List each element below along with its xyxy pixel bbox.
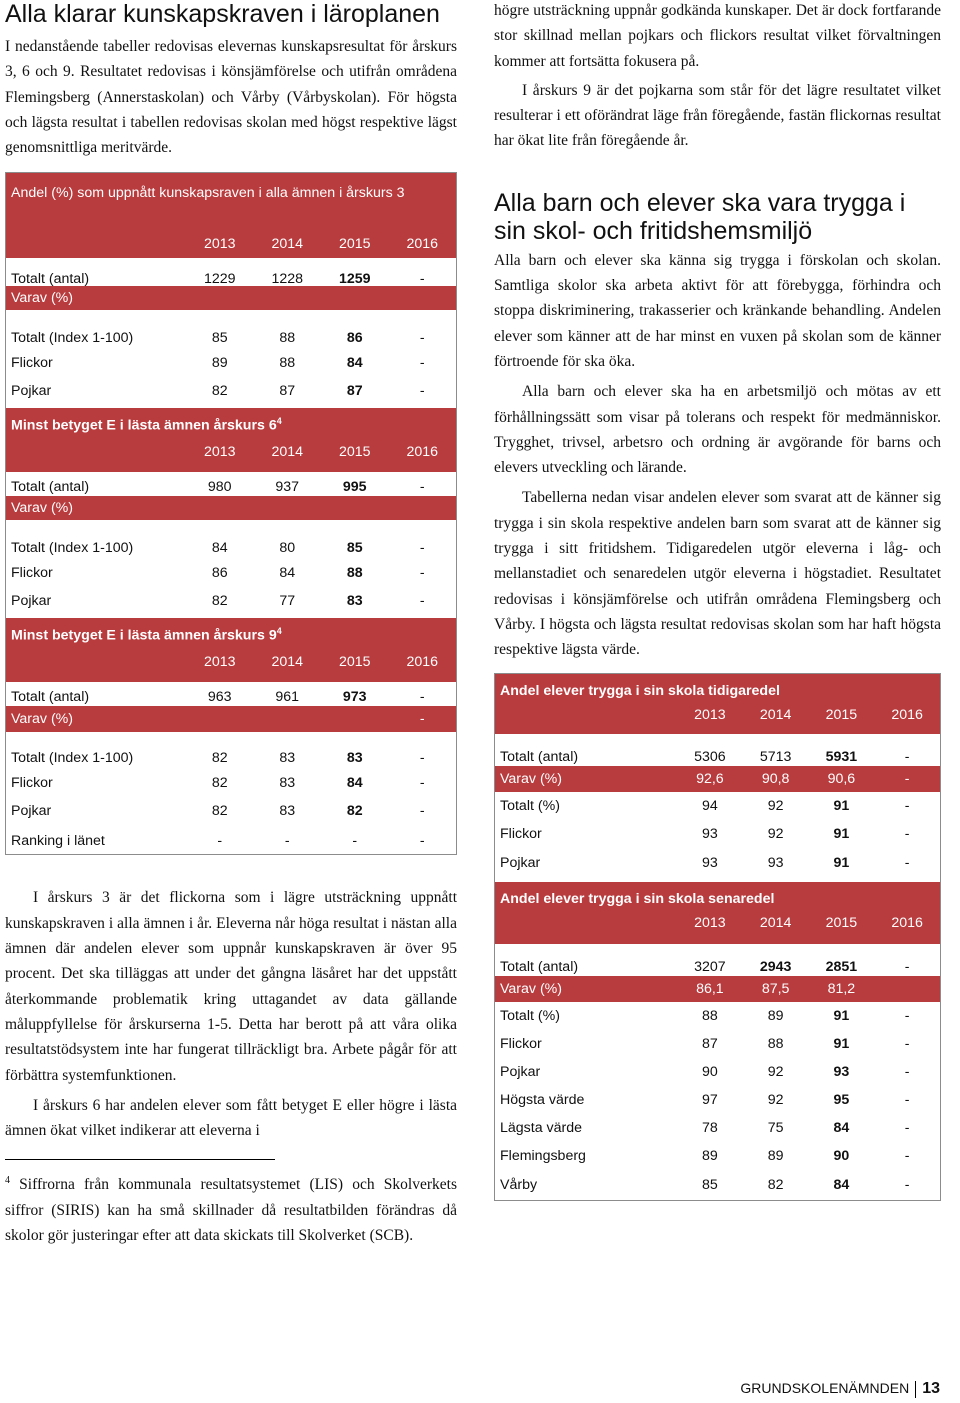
year-2015: 2015: [338, 235, 371, 252]
table-row: Flickor 89 88 84 -: [11, 355, 425, 372]
year-2013: 2013: [203, 235, 236, 252]
table-title: Andel elever trygga i sin skola tidigaredel: [500, 682, 780, 699]
table-row: Totalt (antal) 5306 5713 5931 -: [500, 748, 910, 765]
safety-table-senaredel-header: [495, 882, 940, 944]
body-paragraph: I årskurs 6 har andelen elever som fått betyget E eller högre i lästa ämnen ökat vilket indikerar att eleverna i: [5, 1096, 457, 1140]
year-header: [6, 235, 456, 252]
varav-row: Varav (%): [6, 286, 456, 310]
table-title: Andel (%) som uppnått kunskapsraven i alla ämnen i årskurs 3: [11, 185, 405, 202]
page-number: 13: [922, 1380, 940, 1397]
table-row: Totalt (Index 1-100) 82 83 83 -: [11, 750, 425, 767]
section-header: Minst betyget E i lästa ämnen årskurs $9^4$: [6, 618, 456, 682]
table-row: Totalt (antal) 1229 1228 1259 -: [11, 271, 425, 288]
section-title: Minst betyget E i lästa ämnen årskurs 9: [11, 628, 277, 645]
table-row: Pojkar 82 83 82 -: [11, 803, 425, 820]
section-heading: Alla barn och elever ska vara trygga i sin skol- och fritidshemsmiljö: [494, 188, 906, 245]
table-row: Totalt (%) 88 89 91 -: [500, 1007, 910, 1024]
varav-row: Varav (%) 86,1 87,5 81,2: [495, 976, 940, 1002]
table-row: Pojkar 93 93 91 -: [500, 854, 910, 871]
body-paragraph: Tabellerna nedan visar andelen elever som svarat att de känner sig trygga i sin skola respektive andelen barn som svarat att de känner sig trygga i sitt fritidshem. Tidigaredelen utgör eleverna i låg- och mellanstadiet och senaredelen utgör eleverna i högstadiet. Resultatet redovisas i könsjämförelse och utifrån områdena Flemingsberg och Vårby. I högsta och lägsta resultat redovisas skolan som har haft högsta respektive lägsta värde.: [494, 489, 941, 659]
table-row: Totalt (antal) 980 937 995 -: [11, 479, 425, 496]
table-row: Totalt (%) 94 92 91 -: [500, 797, 910, 814]
section-header: Minst betyget E i lästa ämnen årskurs $6^4$: [6, 408, 456, 472]
body-paragraph: I årskurs 3 är det flickorna som i lägre utsträckning uppnått kunskapskraven i alla ämnen i år. Eleverna når höga resultat i nästan alla ämnen där andelen elever som uppnår kunskapskraven är över 95 procent. Det ska tilläggas att under det gångna läsåret har det uppstått återkommande problematik kring uttagandet av data gällande måluppfyllelse för årskurserna 1-5. Detta har berott på att våra olika resultatstödsystem inte har fungerat tillräckligt bra. Arbete pågår för att förbättra systemfunktionen.: [5, 889, 457, 1084]
intro-paragraph: I nedanstående tabeller redovisas elevernas kunskapsresultat för årskurs 3, 6 och 9. Resultatet redovisas i könsjämförelse och utifrån områdena Flemingsberg (Annerstaskolan) och Vårby (Vårbyskolan). För högsta och lägsta resultat i tabellen redovisas skolan med högst respektive lägst genomsnittliga meritvärde.: [5, 38, 457, 157]
table-row: Flickor 82 83 84 -: [11, 775, 425, 792]
page-footer: [740, 1380, 940, 1398]
safety-table-tidigaredel: [494, 673, 941, 1201]
table-row: Pojkar 90 92 93 -: [500, 1063, 910, 1080]
table-row: Flickor 87 88 91 -: [500, 1035, 910, 1052]
varav-row: Varav (%) -: [6, 706, 456, 732]
footnote: $^4$ Siffrorna från kommunala resultatsystemet (LIS) och Skolverkets siffror (SIRIS) kan ha små skillnader då resultatbilden förändras då skolor gör justeringar efter att data skickats till Skolverket (SCB).: [5, 1175, 457, 1245]
right-column: [494, 0, 941, 1201]
table-row: Vårby 85 82 84 -: [500, 1176, 910, 1193]
footnote-rule: [5, 1159, 275, 1160]
section-title: Minst betyget E i lästa ämnen årskurs 6: [11, 418, 277, 435]
table-row: Ranking i länet - - - -: [11, 833, 425, 850]
year-2016: 2016: [406, 235, 439, 252]
footer-separator: [915, 1381, 916, 1398]
body-paragraph: Alla barn och elever ska känna sig trygga i förskolan och skolan. Samtliga skolor ska arbeta aktivt för att förebygga, förhindra och stoppa diskriminering, trakasserier och kränkande behandling. Andelen elever som känner att de har minst en vuxen på skolan som de känner förtroende för ska öka.: [494, 251, 941, 370]
year-header: 2013 2014 2015 2016: [203, 444, 439, 461]
left-column: [5, 0, 457, 1249]
table-row: Totalt (Index 1-100) 85 88 86 -: [11, 330, 425, 347]
year-2014: 2014: [271, 235, 304, 252]
table-row: Högsta värde 97 92 95 -: [500, 1091, 910, 1108]
table-title: Andel elever trygga i sin skola senaredel: [500, 890, 775, 907]
body-paragraph: I årskurs 9 är det pojkarna som står för det lägre resultatet vilket resulterar i ett oförändrat läge från föregående, fastän flickornas resultat har ökat lite från föregående år.: [494, 81, 941, 150]
table-row: Flickor 93 92 91 -: [500, 825, 910, 842]
varav-row: Varav (%): [6, 496, 456, 520]
section-heading: Alla klarar kunskapskraven i läroplanen: [5, 0, 440, 28]
year-header: 2013 2014 2015 2016: [203, 654, 439, 671]
table-row: Totalt (antal) 963 961 973 -: [11, 689, 425, 706]
table-row: Pojkar 82 87 87 -: [11, 383, 425, 400]
table-row: Flickor 86 84 88 -: [11, 565, 425, 582]
year-header: 2013 2014 2015 2016: [694, 914, 923, 931]
table-row: Totalt (antal) 3207 2943 2851 -: [500, 958, 910, 975]
body-paragraph: Alla barn och elever ska ha en arbetsmiljö och mötas av ett förhållningssätt som visar på tolerans och respekt för medmänniskor. Trygghet, trivsel, arbetsro och ordning är avgörande för barns och elevers utveckling och lärande.: [494, 383, 941, 477]
body-paragraph: högre utsträckning uppnår godkända kunskaper. Det är dock fortfarande stor skillnad mellan pojkars och flickors resultat vilket förvaltningen kommer att fortsätta fokusera på.: [494, 2, 941, 70]
year-header: 2013 2014 2015 2016: [694, 706, 923, 723]
table-row: Flemingsberg 89 89 90 -: [500, 1147, 910, 1164]
footer-label: GRUNDSKOLENÄMNDEN: [740, 1380, 910, 1396]
table-row: Lägsta värde 78 75 84 -: [500, 1119, 910, 1136]
results-table: [5, 172, 457, 855]
table-row: Totalt (Index 1-100) 84 80 85 -: [11, 540, 425, 557]
table-row: Pojkar 82 77 83 -: [11, 593, 425, 610]
varav-row: Varav (%) 92,6 90,8 90,6 -: [495, 766, 940, 792]
